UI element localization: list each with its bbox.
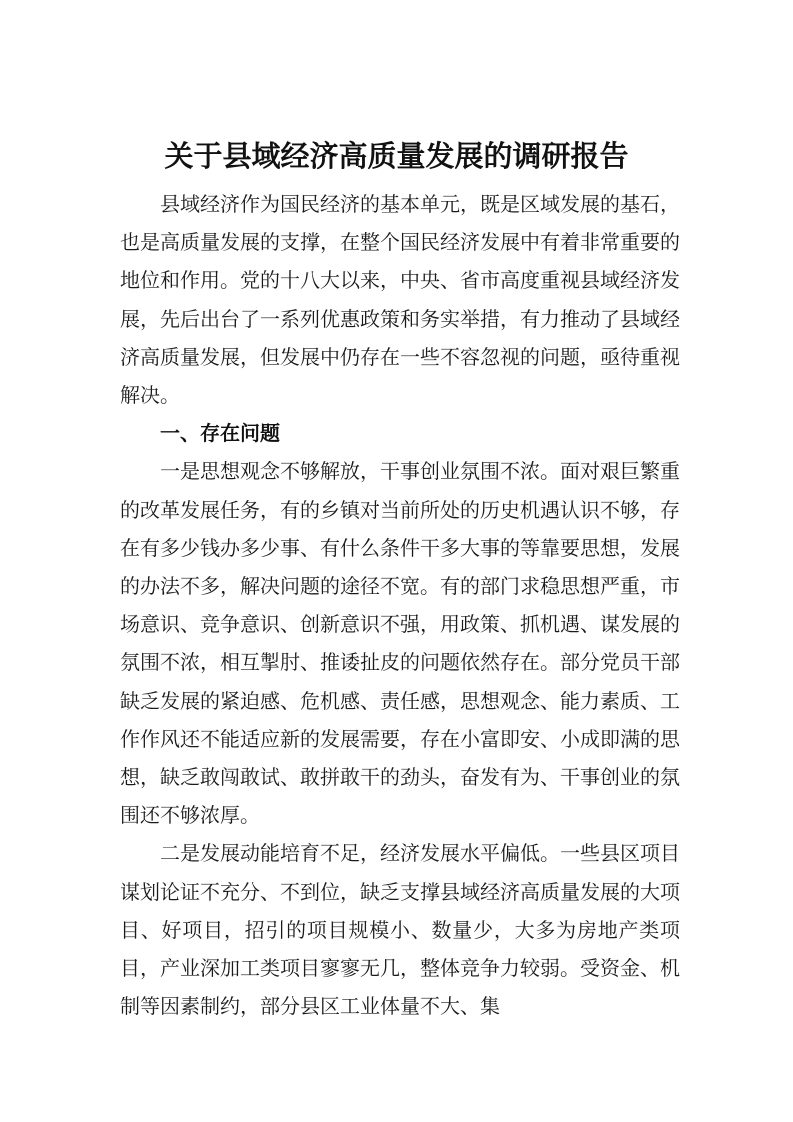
section-heading: 一、存在问题 xyxy=(160,421,280,446)
document-title: 关于县域经济高质量发展的调研报告 xyxy=(164,139,629,173)
document-body xyxy=(120,185,680,1025)
paragraph-problem-2: 二是发展动能培育不足，经济发展水平偏低。一些县区项目谋划论证不充分、不到位，缺乏支撑县域经济高质量发展的大项目、好项目，招引的项目规模小、数量少，大多为房地产类项目，产业深加工类项目寥寥无几，整体竞争力较弱。受资金、机制等因素制约，部分县区工业体量不大、集 xyxy=(120,841,680,1019)
intro-paragraph: 县域经济作为国民经济的基本单元，既是区域发展的基石，也是高质量发展的支撑，在整个国民经济发展中有着非常重要的地位和作用。党的十八大以来，中央、省市高度重视县域经济发展，先后出台了一系列优惠政策和务实举措，有力推动了县域经济高质量发展，但发展中仍存在一些不容忽视的问题，亟待重视解决。 xyxy=(120,192,680,408)
paragraph-problem-1: 一是思想观念不够解放，干事创业氛围不浓。面对艰巨繁重的改革发展任务，有的乡镇对当前所处的历史机遇认识不够，存在有多少钱办多少事、有什么条件干多大事的等靠要思想，发展的办法不多，解决问题的途径不宽。有的部门求稳思想严重，市场意识、竞争意识、创新意识不强，用政策、抓机遇、谋发展的氛围不浓，相互掣肘、推诿扯皮的问题依然存在。部分党员干部缺乏发展的紧迫感、危机感、责任感，思想观念、能力素质、工作作风还不能适应新的发展需要，存在小富即安、小成即满的思想，缺乏敢闯敢试、敢拼敢干的劲头，奋发有为、干事创业的氛围还不够浓厚。 xyxy=(120,459,680,828)
